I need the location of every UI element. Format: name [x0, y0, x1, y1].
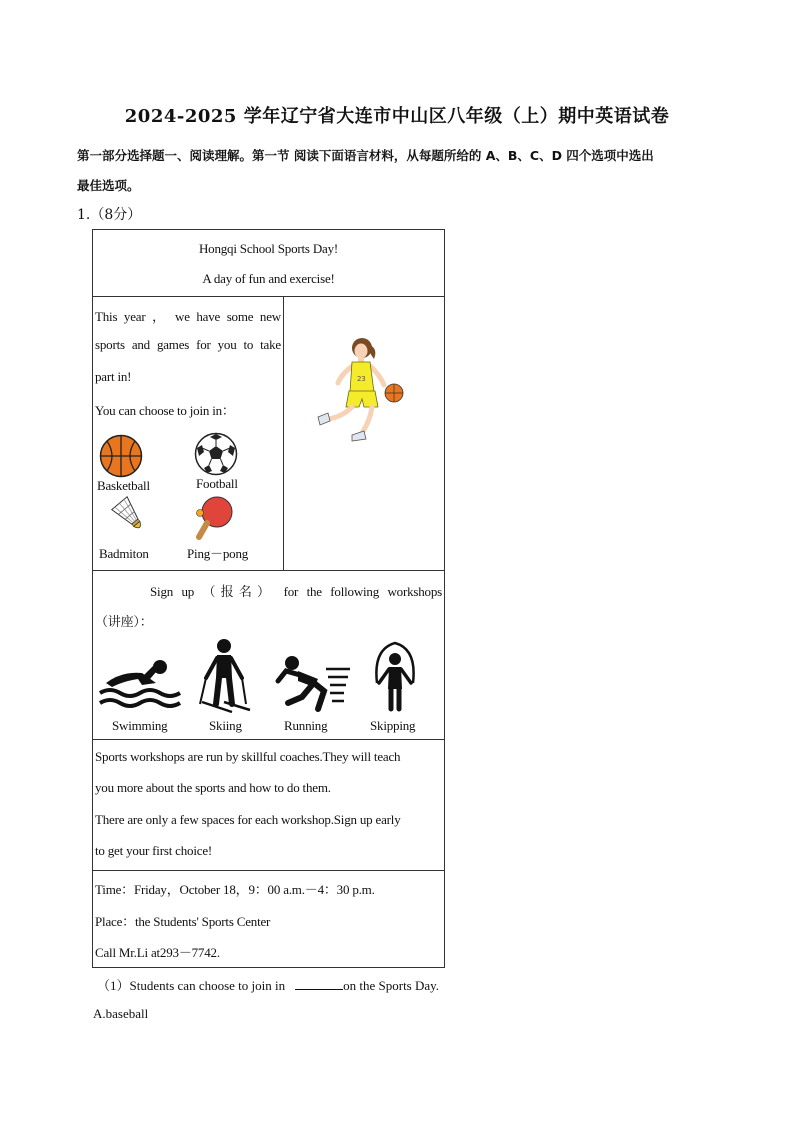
coaches-line-1: Sports workshops are run by skillful coaches.They will teach	[95, 749, 401, 764]
basketball-icon	[99, 434, 143, 478]
event-contact: Call Mr.Li at293－7742.	[95, 945, 220, 960]
page-title: 2024-2025 学年辽宁省大连市中山区八年级（上）期中英语试卷	[124, 106, 670, 127]
svg-text:23: 23	[357, 375, 366, 383]
shuttlecock-icon	[107, 495, 155, 539]
question-number: 1.（8分）	[77, 207, 142, 223]
signup-line-2: （讲座）：	[95, 614, 153, 629]
coaches-line-3: There are only a few spaces for each workshop.Sign up early	[95, 812, 401, 827]
answer-blank	[295, 979, 343, 990]
basketball-player-cell	[284, 297, 444, 570]
sub-question-1	[97, 975, 439, 994]
option-a: A.baseball	[93, 1006, 149, 1021]
workshop-label-swimming: Swimming	[112, 718, 168, 733]
sport-label-basketball: Basketball	[97, 478, 150, 493]
instructions-line-2: 最佳选项。	[77, 178, 140, 193]
poster-subheading: A day of fun and exercise!	[202, 271, 335, 286]
running-icon	[274, 653, 352, 713]
ping-pong-paddle-icon	[189, 493, 237, 541]
signup-line-1: Sign up （报名） for the following workshops	[150, 584, 442, 599]
poster-heading: Hongqi School Sports Day!	[198, 241, 339, 256]
sports-day-poster	[92, 229, 445, 968]
sub-question-suffix: on the Sports Day.	[343, 978, 440, 993]
coaches-line-2: you more about the sports and how to do them.	[95, 780, 331, 795]
football-icon	[194, 432, 238, 476]
sport-label-ping-pong: Ping－pong	[187, 546, 249, 561]
swimming-icon	[98, 653, 182, 711]
poster-details-row	[93, 870, 444, 967]
skipping-rope-icon	[369, 639, 421, 713]
intro-line-1: This year ， we have some new	[95, 309, 281, 324]
poster-coaches-row	[93, 739, 444, 870]
event-place: Place：the Students' Sports Center	[95, 914, 271, 929]
intro-line-4: You can choose to join in：	[95, 403, 235, 418]
coaches-line-4: to get your first choice!	[95, 843, 213, 858]
skiing-icon	[196, 638, 252, 714]
sports-intro-cell	[93, 297, 284, 570]
instructions-line-1: 第一部分选择题一、阅读理解。第一节 阅读下面语言材料，从每题所给的 A、B、C、D 四个选项中选出	[77, 148, 654, 163]
section-instructions	[77, 141, 737, 201]
poster-workshops-row	[93, 570, 444, 739]
intro-line-2: sports and games for you to take	[95, 337, 281, 352]
basketball-player-illustration	[312, 337, 412, 449]
workshop-label-skiing: Skiing	[209, 718, 242, 733]
event-time: Time：Friday，October 18，9：00 a.m.－4：30 p.m.	[95, 882, 375, 897]
intro-line-3: part in!	[95, 369, 132, 384]
sport-label-badminton: Badmiton	[99, 546, 149, 561]
sport-label-football: Football	[196, 476, 238, 491]
workshop-label-skipping: Skipping	[370, 718, 416, 733]
sub-question-prefix: （1）Students can choose to join in	[97, 978, 286, 993]
poster-heading-row	[93, 230, 444, 296]
workshop-label-running: Running	[284, 718, 328, 733]
poster-sports-row	[93, 296, 444, 570]
